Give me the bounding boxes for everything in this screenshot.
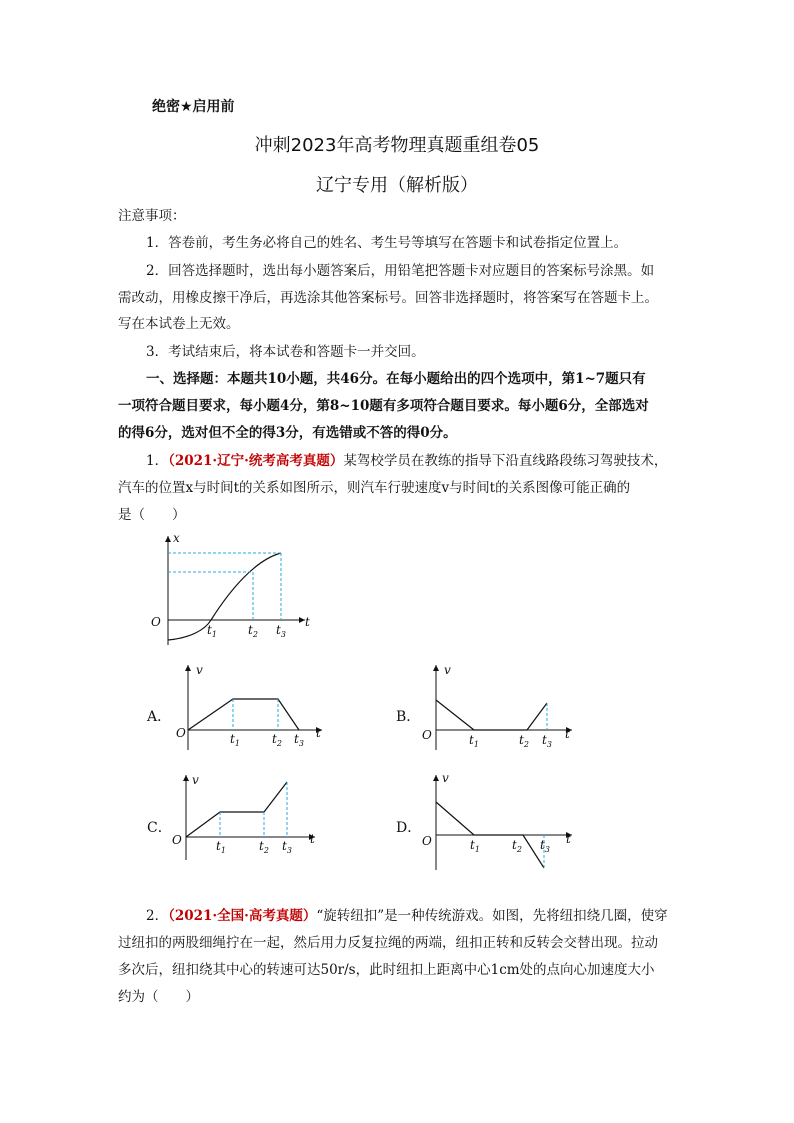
q2-line-3: 多次后，纽扣绕其中心的转速可达50r/s，此时纽扣上距离中心1cm处的点向心加速度大小 [118, 962, 655, 978]
label-O: O [151, 615, 161, 629]
label-t3: $t_3$ [276, 623, 286, 639]
x-t-curve [168, 553, 281, 640]
option-c-label[interactable]: C． [147, 820, 172, 836]
label-t3: $t_3$ [542, 733, 552, 749]
notice-item-3: 3．考试结束后，将本试卷和答题卡一并交回。 [146, 344, 425, 360]
notice-item-2-cont2: 写在本试卷上无效。 [118, 316, 240, 332]
label-v: v [192, 773, 199, 787]
q2-line-4: 约为（ ） [118, 989, 199, 1005]
label-t: t [566, 832, 571, 846]
label-t2: $t_2$ [512, 838, 522, 854]
notice-item-1: 1．答卷前，考生务必将自己的姓名、考生号等填写在答题卡和试卷指定位置上。 [146, 235, 628, 251]
option-d-graph[interactable] [420, 770, 580, 875]
q1-source: （2021·辽宁·统考高考真题） [168, 453, 344, 469]
section-line-1: 一、选择题：本题共10小题，共46分。在每小题给出的四个选项中，第1~7题只有 [146, 371, 646, 387]
label-t1: $t_1$ [469, 733, 479, 749]
notice-item-2: 2．回答选择题时，选出每小题答案后，用铅笔把答题卡对应题目的答案标号涂黑。如 [146, 263, 655, 279]
q2-number: 2． [146, 908, 169, 924]
label-t2: $t_2$ [272, 732, 282, 748]
q2-line-1 [146, 906, 706, 926]
page-title: 冲刺2023年高考物理真题重组卷05 [254, 135, 540, 156]
q1-line-3: 是（ ） [118, 507, 186, 523]
option-c-graph[interactable] [170, 770, 330, 865]
label-v: v [196, 663, 203, 677]
option-a-label[interactable]: A． [147, 709, 172, 725]
label-v: v [442, 771, 449, 785]
label-t: t [565, 727, 570, 741]
v-t-line [436, 700, 547, 730]
label-t2: $t_2$ [248, 623, 258, 639]
label-O: O [172, 833, 182, 847]
label-t1: $t_1$ [230, 732, 240, 748]
label-v: v [444, 663, 451, 677]
label-O: O [422, 728, 432, 742]
q1-line-2: 汽车的位置x与时间t的关系如图所示，则汽车行驶速度v与时间t的关系图像可能正确的 [118, 480, 631, 496]
option-d-label[interactable]: D． [396, 820, 422, 836]
label-t1: $t_1$ [470, 838, 480, 854]
page-subtitle: 辽宁专用（解析版） [316, 175, 478, 196]
q2-line-2: 过纽扣的两股细绳拧在一起，然后用力反复拉绳的两端，纽扣正转和反转会交替出现。拉动 [118, 935, 658, 951]
notice-item-2-cont: 需改动，用橡皮擦干净后，再选涂其他答案标号。回答非选择题时，将答案写在答题卡上。 [118, 290, 658, 306]
option-b-graph[interactable] [420, 660, 580, 755]
label-t3: $t_3$ [540, 838, 550, 854]
v-t-line [186, 782, 287, 837]
v-t-line [188, 699, 299, 730]
label-x: x [173, 531, 180, 545]
label-t1: $t_1$ [216, 839, 226, 855]
label-t: t [310, 832, 315, 846]
x-t-graph [145, 530, 315, 650]
q1-line-1 [146, 451, 706, 471]
section-line-3: 的得6分，选对但不全的得3分，有选错或不答的得0分。 [118, 425, 457, 441]
notice-heading: 注意事项： [118, 208, 186, 224]
confidential-mark: 绝密★启用前 [152, 99, 235, 115]
option-a-graph[interactable] [172, 660, 332, 755]
q1-text-1: 某驾校学员在教练的指导下沿直线路段练习驾驶技术， [343, 453, 668, 469]
q2-text-1: “旋转纽扣”是一种传统游戏。如图，先将纽扣绕几圈，使穿 [316, 908, 668, 924]
option-b-label[interactable]: B． [396, 709, 421, 725]
label-t: t [305, 615, 310, 629]
label-t2: $t_2$ [259, 839, 269, 855]
label-t3: $t_3$ [282, 839, 292, 855]
section-line-2: 一项符合题目要求，每小题4分，第8~10题有多项符合题目要求。每小题6分，全部选对 [118, 398, 649, 414]
q1-number: 1． [146, 453, 169, 469]
label-t: t [316, 726, 321, 740]
label-O: O [422, 834, 432, 848]
label-t2: $t_2$ [519, 733, 529, 749]
label-t1: $t_1$ [207, 623, 217, 639]
label-t3: $t_3$ [294, 732, 304, 748]
q2-source: （2021·全国·高考真题） [168, 908, 317, 924]
label-O: O [176, 726, 186, 740]
